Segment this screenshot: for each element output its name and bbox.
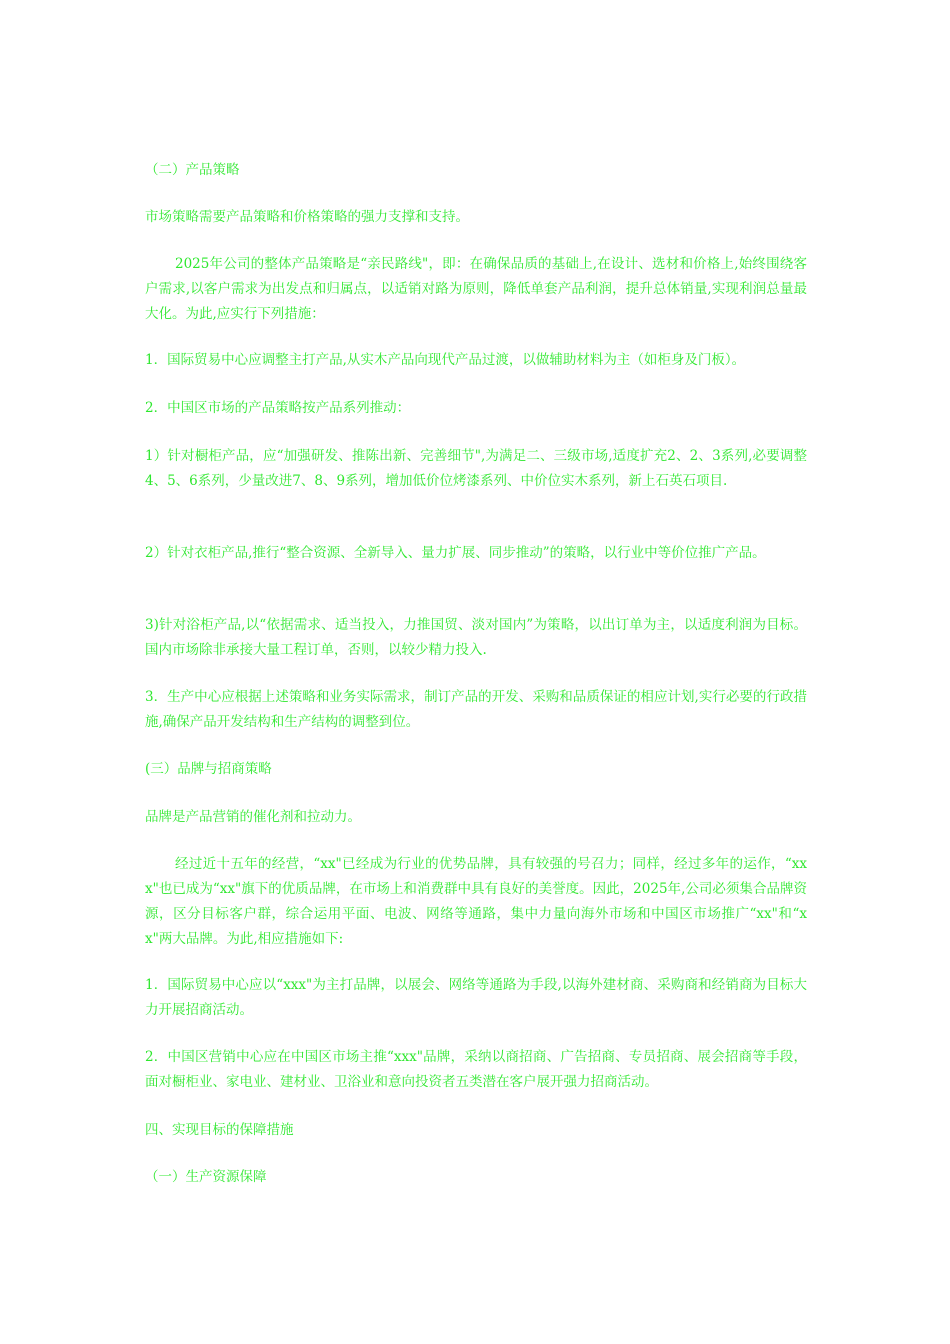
list-item: 1．国际贸易中心应调整主打产品,从实木产品向现代产品过渡，以做辅助材料为主（如柜身及门板）。 <box>145 352 746 368</box>
list-item: 2）针对衣柜产品,推行“整合资源、全新导入、量力扩展、同步推动”的策略，以行业中等价位推广产品。 <box>145 545 766 561</box>
section-heading-guarantee-measures: 四、实现目标的保障措施 <box>145 1122 294 1138</box>
list-item: 2．中国区市场的产品策略按产品系列推动： <box>145 400 411 416</box>
list-item: 3)针对浴柜产品,以“依据需求、适当投入，力推国贸、淡对国内”为策略，以出订单为主，以适度利润为目标。国内市场除非承接大量工程订单，否则，以较少精力投入. <box>145 617 807 658</box>
list-item: 3．生产中心应根据上述策略和业务实际需求，制订产品的开发、采购和品质保证的相应计划,实行必要的行政措施,确保产品开发结构和生产结构的调整到位。 <box>145 689 807 730</box>
list-item: 1．国际贸易中心应以“xxx"为主打品牌，以展会、网络等通路为手段,以海外建材商、采购商和经销商为目标大力开展招商活动。 <box>145 977 807 1018</box>
paragraph: 品牌是产品营销的催化剂和拉动力。 <box>145 809 361 825</box>
section-heading-production-resources: （一）生产资源保障 <box>145 1169 267 1185</box>
section-heading-product-strategy: （二）产品策略 <box>145 162 240 178</box>
paragraph: 经过近十五年的经营，“xx"已经成为行业的优势品牌，具有较强的号召力；同样，经过多年的运作，“xxx"也已成为“xx"旗下的优质品牌，在市场上和消费群中具有良好的美誉度。因此，2025年,公司必须集合品牌资源，区分目标客户群，综合运用平面、电波、网络等通路，集中力量向海外市场和中国区市场推广“xx"和“xx"两大品牌。为此,相应措施如下: <box>145 856 807 947</box>
section-heading-brand-strategy: (三）品牌与招商策略 <box>145 761 272 777</box>
list-item: 2．中国区营销中心应在中国区市场主推“xxx"品牌，采纳以商招商、广告招商、专员招商、展会招商等手段，面对橱柜业、家电业、建材业、卫浴业和意向投资者五类潜在客户展开强力招商活动。 <box>145 1049 807 1090</box>
paragraph: 市场策略需要产品策略和价格策略的强力支撑和支持。 <box>145 209 469 225</box>
paragraph: 2025年公司的整体产品策略是“亲民路线"，即：在确保品质的基础上,在设计、选材和价格上,始终围绕客户需求,以客户需求为出发点和归属点，以适销对路为原则，降低单套产品利润，提升总体销量,实现利润总量最大化。为此,应实行下列措施： <box>145 256 807 322</box>
list-item: 1）针对橱柜产品，应“加强研发、推陈出新、完善细节",为满足二、三级市场,适度扩充2、2、3系列,必要调整4、5、6系列，少量改进7、8、9系列，增加低价位烤漆系列、中价位实木系列，新上石英石项目. <box>145 448 807 489</box>
